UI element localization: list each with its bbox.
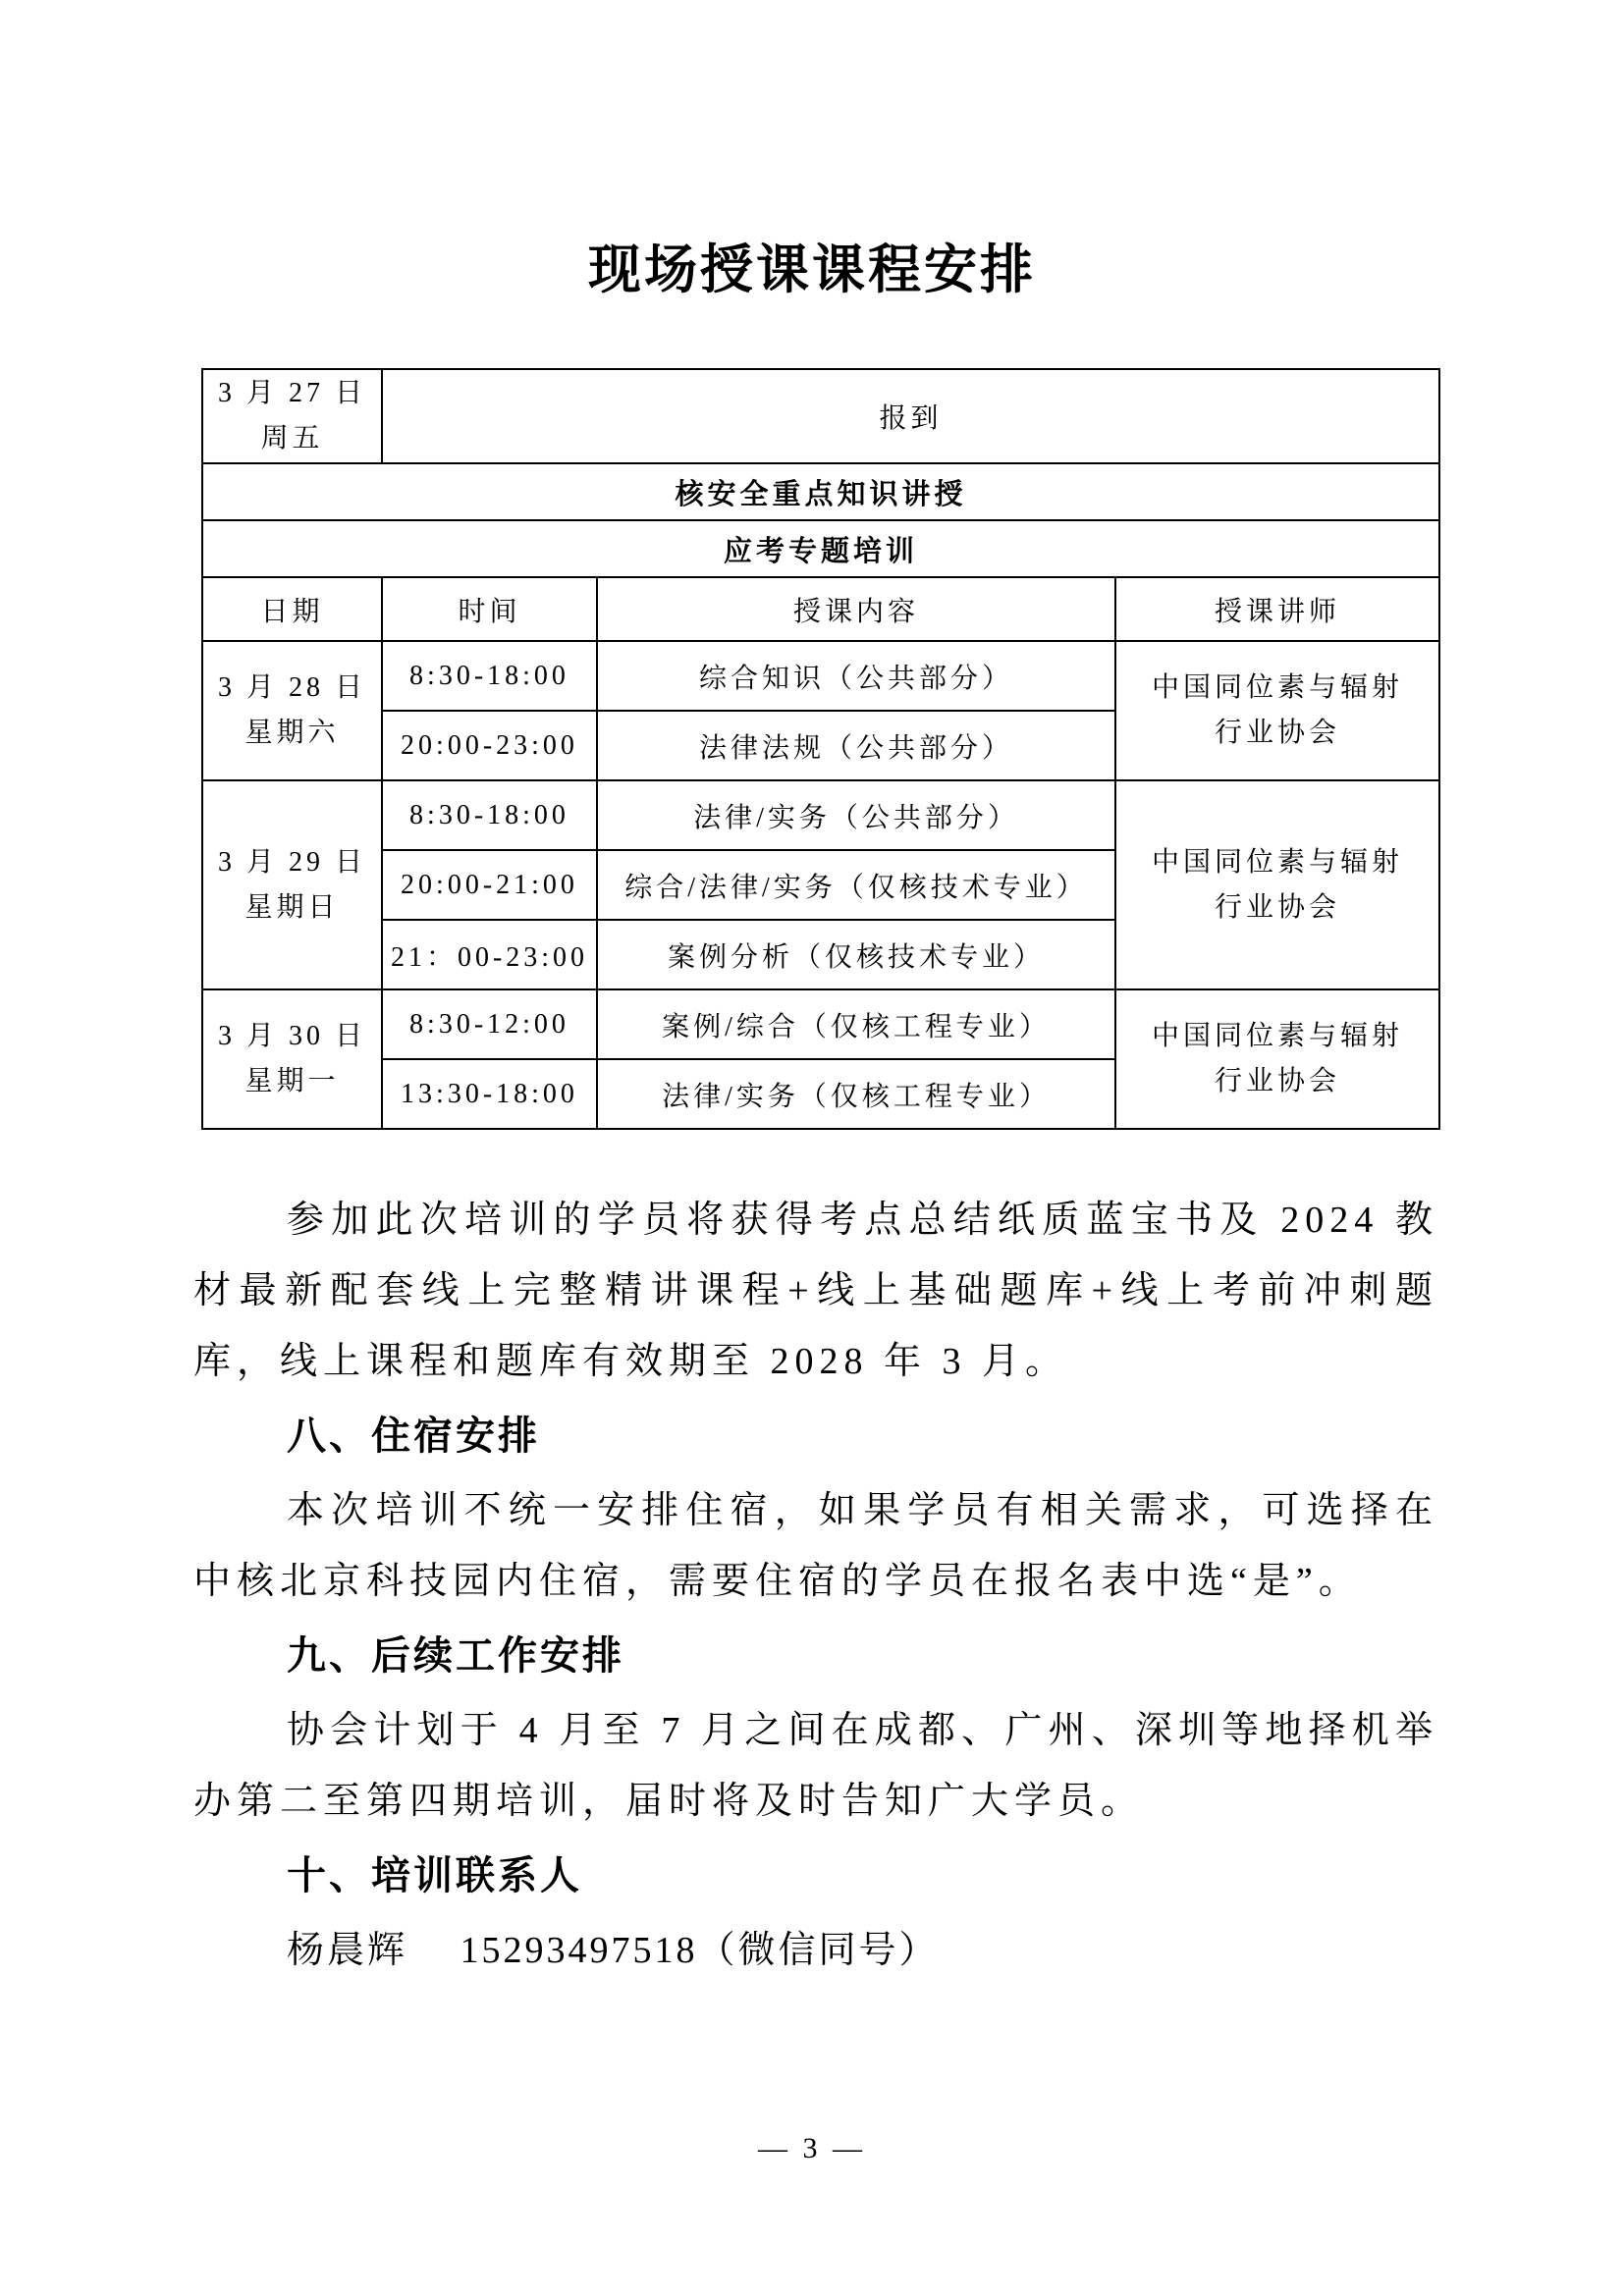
body-text [193,1185,1438,1986]
day2-date-line1: 3 月 29 日 [217,846,366,878]
day2-lecturer-cell [1115,780,1439,989]
table-row-header [202,577,1439,641]
day1-lecturer-line1: 中国同位素与辐射 [1152,672,1404,703]
registration-date-line2: 周五 [260,423,324,454]
day2-session2-content: 综合/法律/实务（仅核技术专业） [597,850,1115,920]
table-row-day1-session1 [202,641,1439,711]
day2-session1-content: 法律/实务（公共部分） [597,780,1115,850]
page-number: — 3 — [758,2132,866,2164]
contact-line: 杨晨辉 15293497518（微信同号） [287,1930,940,1971]
day1-date-line2: 星期六 [244,718,340,748]
header-time: 时间 [382,577,597,641]
paragraph-accommodation: 本次培训不统一安排住宿，如果学员有相关需求，可选择在中核北京科技园内住宿，需要住宿的学员在报名表中选“是”。 [193,1490,1438,1602]
day1-session1-content: 综合知识（公共部分） [597,641,1115,711]
day1-session2-time: 20:00-23:00 [382,711,597,780]
day3-session2-time: 13:30-18:00 [382,1059,597,1129]
day1-date-cell [202,641,382,780]
day3-date-line1: 3 月 30 日 [217,1021,366,1051]
day2-date-cell [202,780,382,989]
day2-lecturer-line1: 中国同位素与辐射 [1152,846,1404,878]
table-row-banner-2 [202,520,1439,577]
day2-date-line2: 星期日 [244,891,340,923]
section-heading-accommodation: 八、住宿安排 [287,1415,540,1458]
day1-lecturer-line2: 行业协会 [1215,718,1341,748]
registration-date-cell [202,369,382,463]
page-title: 现场授课课程安排 [588,240,1036,299]
course-schedule-table [201,368,1440,1130]
table-row-day2-session1 [202,780,1439,850]
day1-session2-content: 法律法规（公共部分） [597,711,1115,780]
banner-nuclear-safety: 核安全重点知识讲授 [202,463,1439,520]
day1-session1-time: 8:30-18:00 [382,641,597,711]
banner-exam-training: 应考专题培训 [202,520,1439,577]
section-heading-follow-up: 九、后续工作安排 [287,1634,624,1678]
table-row-registration [202,369,1439,463]
day3-session1-time: 8:30-12:00 [382,989,597,1059]
table-row-banner-1 [202,463,1439,520]
day3-lecturer-line1: 中国同位素与辐射 [1152,1021,1404,1051]
registration-activity-cell: 报到 [382,369,1439,463]
registration-date-line1: 3 月 27 日 [217,378,366,408]
day2-session2-time: 20:00-21:00 [382,850,597,920]
day2-session3-time: 21：00-23:00 [382,920,597,989]
table-row-day3-session1 [202,989,1439,1059]
day1-date-line1: 3 月 28 日 [217,672,366,703]
day3-lecturer-line2: 行业协会 [1215,1066,1341,1096]
day3-session1-content: 案例/综合（仅核工程专业） [597,989,1115,1059]
day2-lecturer-line2: 行业协会 [1215,891,1341,923]
day3-date-cell [202,989,382,1129]
section-heading-contact: 十、培训联系人 [287,1854,582,1897]
day1-lecturer-cell [1115,641,1439,780]
header-content: 授课内容 [597,577,1115,641]
day3-date-line2: 星期一 [244,1066,340,1096]
day3-lecturer-cell [1115,989,1439,1129]
day2-session1-time: 8:30-18:00 [382,780,597,850]
header-date: 日期 [202,577,382,641]
day3-session2-content: 法律/实务（仅核工程专业） [597,1059,1115,1129]
header-lecturer: 授课讲师 [1115,577,1439,641]
day2-session3-content: 案例分析（仅核技术专业） [597,920,1115,989]
paragraph-training-materials: 参加此次培训的学员将获得考点总结纸质蓝宝书及 2024 教材最新配套线上完整精讲课程+线上基础题库+线上考前冲刺题库，线上课程和题库有效期至 2028 年 3 月。 [193,1200,1438,1382]
page-content [193,368,1438,1986]
paragraph-follow-up: 协会计划于 4 月至 7 月之间在成都、广州、深圳等地择机举办第二至第四期培训，届时将及时告知广大学员。 [193,1710,1438,1822]
